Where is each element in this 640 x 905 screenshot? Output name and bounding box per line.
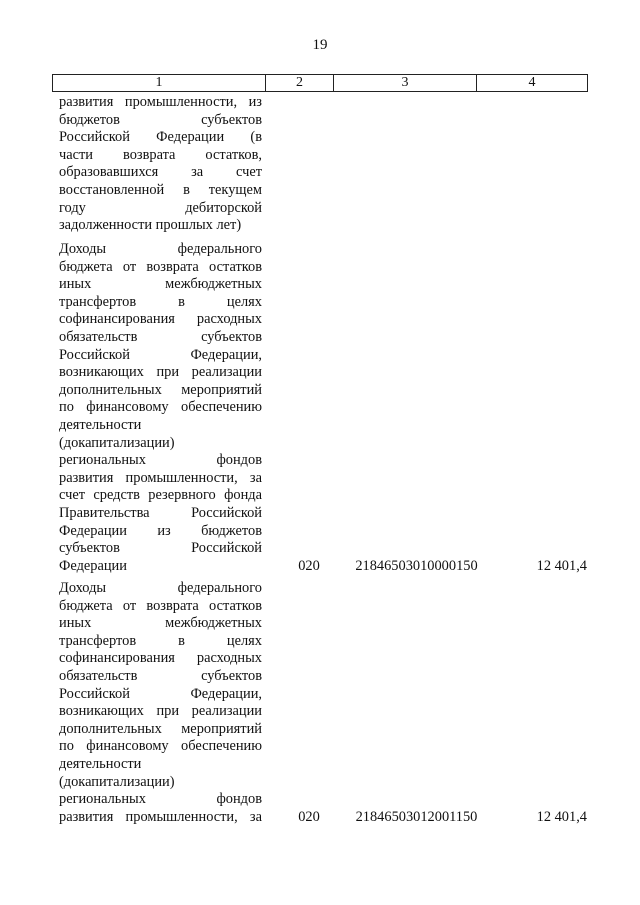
- desc-line: году дебиторской: [59, 199, 262, 216]
- row-description: [59, 94, 262, 235]
- desc-line: бюджета от возврата остатков: [59, 258, 262, 275]
- page-number: 19: [312, 37, 328, 53]
- row-code: 020: [298, 557, 320, 574]
- desc-line: трансфертов в целях: [59, 293, 262, 310]
- desc-line: Доходы федерального: [59, 241, 262, 257]
- row-kbk: 21846503010000150: [355, 557, 478, 574]
- desc-line: развития промышленности, за: [59, 469, 262, 486]
- desc-line: (докапитализации): [59, 773, 175, 790]
- desc-line: деятельности: [59, 416, 142, 433]
- desc-line: дополнительных мероприятий: [59, 720, 262, 737]
- desc-line: части возврата остатков,: [59, 146, 262, 163]
- desc-line: региональных фондов: [59, 791, 262, 808]
- table-row: [59, 241, 589, 575]
- desc-line: (докапитализации): [59, 434, 175, 451]
- desc-line: трансфертов в целях: [59, 632, 262, 649]
- row-description: [59, 241, 262, 575]
- desc-line: возникающих при реализации: [59, 364, 262, 381]
- desc-line: Российской Федерации,: [59, 346, 262, 363]
- desc-line: Доходы федерального: [59, 580, 262, 596]
- desc-line: обязательств субъектов: [59, 667, 262, 684]
- desc-line: по финансовому обеспечению: [59, 399, 262, 416]
- desc-line: субъектов Российской: [59, 540, 262, 557]
- desc-line: иных межбюджетных: [59, 615, 262, 632]
- row-description: [59, 580, 262, 826]
- header-col-3: 3: [334, 75, 477, 91]
- row-kbk: 21846503012001150: [355, 808, 478, 825]
- desc-line: счет средств резервного фонда: [59, 487, 262, 504]
- table-row: [59, 580, 589, 826]
- desc-line: Федерации из бюджетов: [59, 522, 262, 539]
- desc-line: софинансирования расходных: [59, 650, 262, 667]
- desc-line: деятельности: [59, 755, 142, 772]
- desc-line: обязательств субъектов: [59, 328, 262, 345]
- desc-line: возникающих при реализации: [59, 703, 262, 720]
- row-sum: 12 401,4: [536, 557, 587, 574]
- desc-line: бюджета от возврата остатков: [59, 597, 262, 614]
- desc-line: задолженности прошлых лет): [59, 217, 242, 234]
- desc-line: по финансовому обеспечению: [59, 738, 262, 755]
- desc-line: развития промышленности, из: [59, 94, 262, 110]
- desc-line: бюджетов субъектов: [59, 111, 262, 128]
- desc-line: образовавшихся за счет: [59, 164, 262, 181]
- table-row: [59, 94, 589, 235]
- desc-line: региональных фондов: [59, 452, 262, 469]
- desc-line: восстановленной в текущем: [59, 181, 262, 198]
- header-col-2: 2: [266, 75, 334, 91]
- header-col-1: 1: [53, 75, 266, 91]
- table-header: [52, 74, 588, 92]
- desc-line: дополнительных мероприятий: [59, 381, 262, 398]
- desc-line: Российской Федерации (в: [59, 129, 262, 146]
- desc-line: софинансирования расходных: [59, 311, 262, 328]
- header-col-4: 4: [528, 75, 536, 90]
- row-code: 020: [298, 808, 320, 825]
- desc-line: Федерации: [59, 557, 127, 574]
- desc-line: развития промышленности, за: [59, 808, 262, 825]
- desc-line: иных межбюджетных: [59, 276, 262, 293]
- row-sum: 12 401,4: [536, 808, 587, 825]
- desc-line: Российской Федерации,: [59, 685, 262, 702]
- desc-line: Правительства Российской: [59, 504, 262, 521]
